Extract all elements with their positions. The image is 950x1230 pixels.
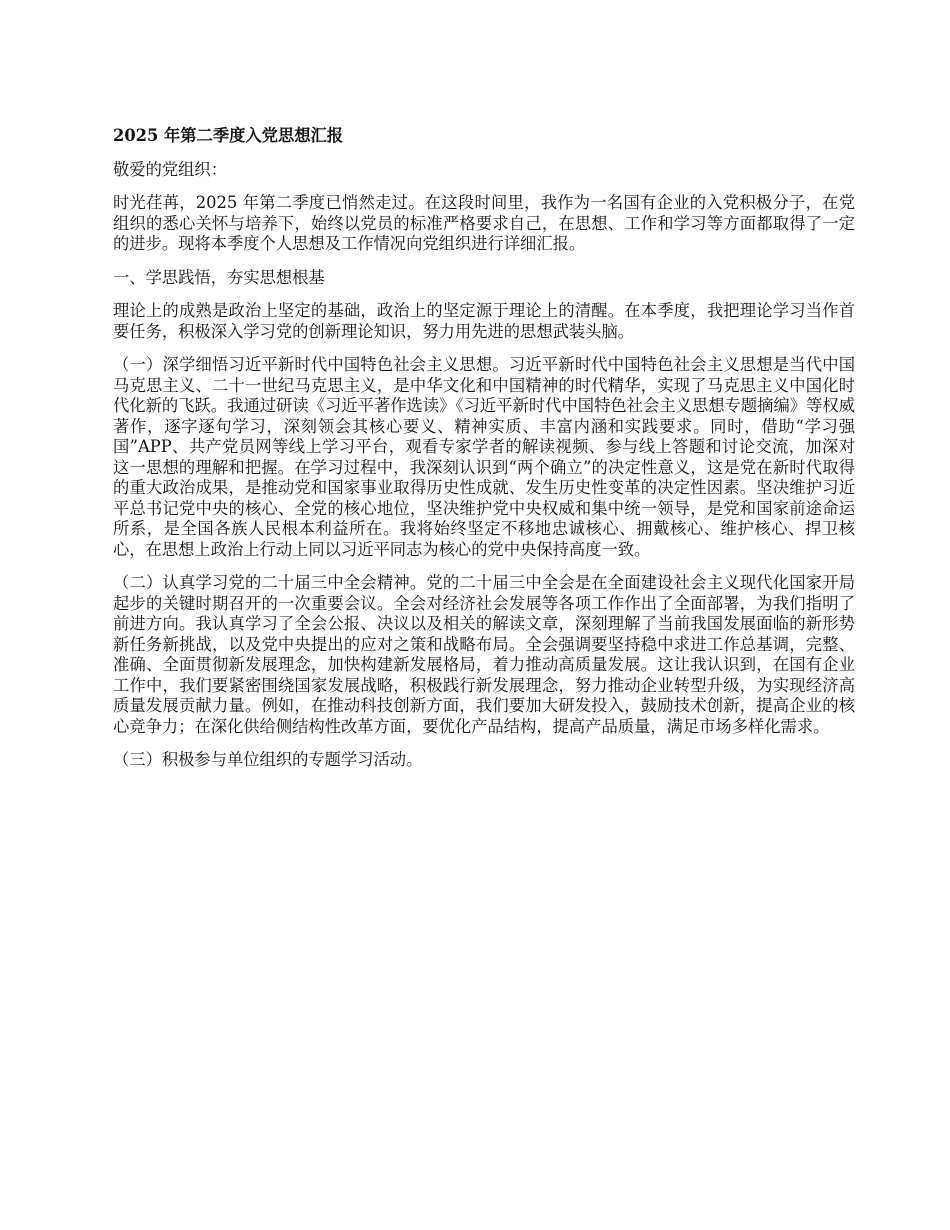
document-title: 2025 年第二季度入党思想汇报: [113, 126, 344, 145]
section-heading: 一、学思践悟，夯实思想根基: [113, 267, 325, 287]
section-intro-paragraph: 理论上的成熟是政治上坚定的基础，政治上的坚定源于理论上的清醒。在本季度，我把理论学习当作首要任务，积极深入学习党的创新理论知识，努力用先进的思想武装头脑。: [113, 301, 855, 341]
subsection-1-paragraph: （一）深学细悟习近平新时代中国特色社会主义思想。习近平新时代中国特色社会主义思想是当代中国马克思主义、二十一世纪马克思主义，是中华文化和中国精神的时代精华，实现了马克思主义中国化时代化新的飞跃。我通过研读《习近平著作选读》《习近平新时代中国特色社会主义思想专题摘编》等权威著作，逐字逐句学习，深刻领会其核心要义、精神实质、丰富内涵和实践要求。同时，借助“学习强国”APP、共产党员网等线上学习平台，观看专家学者的解读视频、参与线上答题和讨论交流，加深对这一思想的理解和把握。在学习过程中，我深刻认识到“两个确立”的决定性意义，这是党在新时代取得的重大政治成果，是推动党和国家事业取得历史性成就、发生历史性变革的决定性因素。坚决维护习近平总书记党中央的核心、全党的核心地位，坚决维护党中央权威和集中统一领导，是党和国家前途命运所系，是全国各族人民根本利益所在。我将始终坚定不移地忠诚核心、拥戴核心、维护核心、捍卫核心，在思想上政治上行动上同以习近平同志为核心的党中央保持高度一致。: [113, 355, 855, 559]
subsection-2-paragraph: （二）认真学习党的二十届三中全会精神。党的二十届三中全会是在全面建设社会主义现代化国家开局起步的关键时期召开的一次重要会议。全会对经济社会发展等各项工作作出了全面部署，为我们指明了前进方向。我认真学习了全会公报、决议以及相关的解读文章，深刻理解了当前我国发展面临的新形势新任务新挑战，以及党中央提出的应对之策和战略布局。全会强调要坚持稳中求进工作总基调，完整、准确、全面贯彻新发展理念，加快构建新发展格局，着力推动高质量发展。这让我认识到，在国有企业工作中，我们要紧密围绕国家发展战略，积极践行新发展理念，努力推动企业转型升级，为实现经济高质量发展贡献力量。例如，在推动科技创新方面，我们要加大研发投入，鼓励技术创新，提高企业的核心竞争力；在深化供给侧结构性改革方面，要优化产品结构，提高产品质量，满足市场多样化需求。: [113, 573, 855, 736]
salutation: 敬爱的党组织：: [113, 159, 227, 179]
intro-paragraph: 时光荏苒，2025 年第二季度已悄然走过。在这段时间里，我作为一名国有企业的入党积极分子，在党组织的悉心关怀与培养下，始终以党员的标准严格要求自己，在思想、工作和学习等方面都取得了一定的进步。现将本季度个人思想及工作情况向党组织进行详细汇报。: [113, 193, 855, 253]
document-body: [113, 126, 855, 784]
subsection-3-heading: （三）积极参与单位组织的专题学习活动。: [113, 750, 423, 769]
